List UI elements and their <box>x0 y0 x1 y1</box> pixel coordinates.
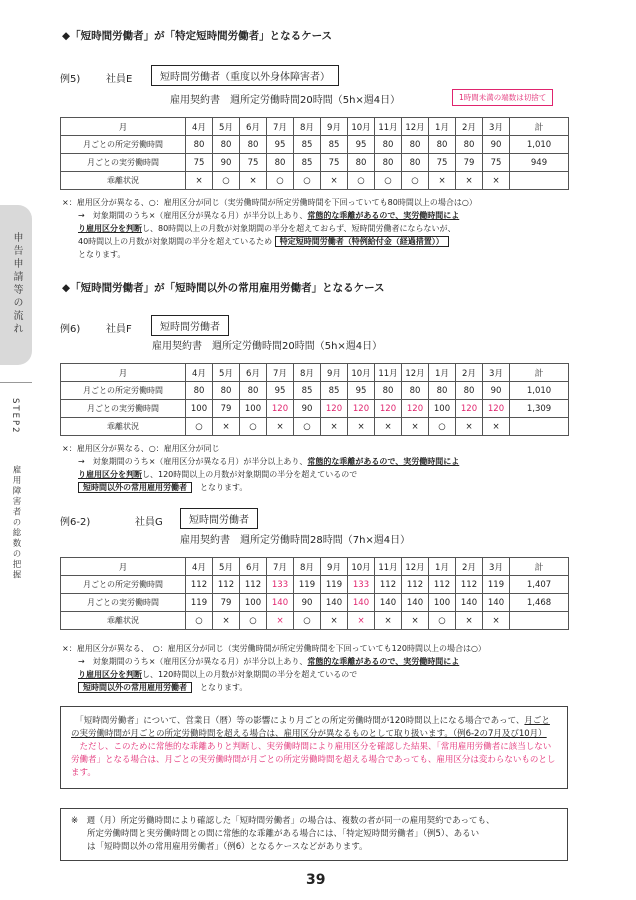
table-header-cell: 12月 <box>402 118 429 136</box>
table-cell: 90 <box>483 136 510 154</box>
table-cell: 112 <box>402 576 429 594</box>
table-header-cell: 9月 <box>321 558 348 576</box>
note-emphasis: り雇用区分を判断 <box>78 224 142 233</box>
table-cell: 119 <box>483 576 510 594</box>
note-text: し、120時間以上の月数が対象期間の半分を超えているので <box>142 670 358 679</box>
info-emphasis: 月ごとの実労働時間が月ごとの所定労働時間を超える場合は、雇用区分が異なるものとして取り扱います。（例6-2の7月及び10月） <box>71 716 550 739</box>
table-row <box>61 172 569 190</box>
note-emphasis: り雇用区分を判断 <box>78 670 142 679</box>
table-cell: 80 <box>267 154 294 172</box>
table-cell: 95 <box>348 382 375 400</box>
table-cell <box>510 172 569 190</box>
table-header-cell: 6月 <box>240 558 267 576</box>
table-cell: × <box>402 612 429 630</box>
example6-category-box: 短時間労働者 <box>151 315 229 336</box>
table-cell: × <box>456 612 483 630</box>
table-header-cell: 月 <box>61 364 186 382</box>
table-cell: 75 <box>429 154 456 172</box>
table-cell: ○ <box>429 612 456 630</box>
table-header-cell: 計 <box>510 558 569 576</box>
example5-label: 例5) <box>60 74 81 85</box>
table-cell: 90 <box>294 594 321 612</box>
table-cell: 85 <box>294 136 321 154</box>
note-line <box>62 455 459 468</box>
table-row <box>61 136 569 154</box>
table-cell: × <box>213 418 240 436</box>
table-cell: 80 <box>375 382 402 400</box>
info-box <box>60 706 568 789</box>
table-cell: × <box>456 172 483 190</box>
note-line: ×：雇用区分が異なる、○：雇用区分が同じ（実労働時間が所定労働時間を下回っていても80時間以上の場合は○） <box>62 198 477 207</box>
table-header-cell: 11月 <box>375 118 402 136</box>
note-emphasis: 常態的な乖離があるので、実労働時間によ <box>307 657 460 666</box>
table-cell: × <box>375 418 402 436</box>
table-header-cell: 5月 <box>213 118 240 136</box>
example5-notes <box>62 196 477 261</box>
table-cell: ○ <box>240 418 267 436</box>
table-row <box>61 576 569 594</box>
table-cell-highlight: 133 <box>267 576 294 594</box>
table-cell: 80 <box>348 154 375 172</box>
table-cell: 1,010 <box>510 382 569 400</box>
table-cell: × <box>213 612 240 630</box>
note-text: となります。 <box>200 483 248 492</box>
table-cell: 85 <box>321 136 348 154</box>
employee-e-label: 社員E <box>106 74 133 85</box>
note-line <box>62 222 477 235</box>
table-cell: × <box>483 612 510 630</box>
table-cell: 140 <box>456 594 483 612</box>
table-cell: ○ <box>402 172 429 190</box>
table-cell: 79 <box>213 594 240 612</box>
table-cell: 949 <box>510 154 569 172</box>
row-label: 月ごとの実労働時間 <box>61 154 186 172</box>
note-line <box>62 235 477 248</box>
example5-table <box>60 117 569 190</box>
sidebar-sub-label: 雇用障害者の総数の把握 <box>11 465 21 581</box>
table-cell: ○ <box>294 172 321 190</box>
table-cell: × <box>456 418 483 436</box>
note-text: となります。 <box>200 683 248 692</box>
table-cell: 95 <box>267 136 294 154</box>
table-cell: 119 <box>294 576 321 594</box>
table-cell: × <box>348 418 375 436</box>
table-cell: 100 <box>186 400 213 418</box>
table-cell: 95 <box>267 382 294 400</box>
table-cell: × <box>483 172 510 190</box>
table-cell-highlight: 120 <box>483 400 510 418</box>
table-cell <box>510 418 569 436</box>
table-cell-highlight: 120 <box>348 400 375 418</box>
table-header-cell: 1月 <box>429 558 456 576</box>
table-cell: 80 <box>240 382 267 400</box>
table-cell: × <box>402 418 429 436</box>
table-cell: 80 <box>375 154 402 172</box>
table-header-cell: 1月 <box>429 118 456 136</box>
table-cell: 112 <box>456 576 483 594</box>
footnote-line <box>71 815 557 828</box>
table-cell: 80 <box>456 382 483 400</box>
table-header-cell: 8月 <box>294 558 321 576</box>
table-cell: 90 <box>213 154 240 172</box>
table-header-cell: 月 <box>61 558 186 576</box>
footnote-text: は「短時間以外の常用雇用労働者」（例6）となるケースなどがあります。 <box>87 842 368 852</box>
table-cell: ○ <box>294 612 321 630</box>
table-cell-highlight: 120 <box>402 400 429 418</box>
table-header-row <box>61 558 569 576</box>
table-header-cell: 2月 <box>456 118 483 136</box>
table-header-cell: 3月 <box>483 118 510 136</box>
table-cell: 100 <box>429 594 456 612</box>
row-label: 月ごとの実労働時間 <box>61 400 186 418</box>
table-header-cell: 9月 <box>321 118 348 136</box>
result-box: 特定短時間労働者（特例給付金（経過措置）） <box>275 236 449 247</box>
table-cell: 140 <box>321 594 348 612</box>
row-label: 月ごとの所定労働時間 <box>61 382 186 400</box>
table-cell: 112 <box>375 576 402 594</box>
note-line: となります。 <box>78 250 126 259</box>
table-cell: 80 <box>186 136 213 154</box>
table-cell: 80 <box>402 382 429 400</box>
note-line: ×：雇用区分が異なる、○：雇用区分が同じ <box>62 444 220 453</box>
rounding-note-box: 1時間未満の端数は切捨て <box>452 89 553 106</box>
table-cell: × <box>321 418 348 436</box>
row-label: 月ごとの所定労働時間 <box>61 576 186 594</box>
table-header-cell: 計 <box>510 364 569 382</box>
row-label: 乖離状況 <box>61 172 186 190</box>
table-cell-highlight: 120 <box>321 400 348 418</box>
table-header-cell: 6月 <box>240 118 267 136</box>
table-cell: ○ <box>429 418 456 436</box>
row-label: 乖離状況 <box>61 612 186 630</box>
table-row <box>61 612 569 630</box>
row-label: 月ごとの実労働時間 <box>61 594 186 612</box>
table-cell: × <box>483 418 510 436</box>
footnote-line <box>71 841 557 854</box>
table-cell: × <box>267 418 294 436</box>
example5-contract: 雇用契約書 週所定労働時間20時間（5h×週4日） <box>170 95 401 106</box>
row-label: 月ごとの所定労働時間 <box>61 136 186 154</box>
info-text: ただし、このために常態的な乖離ありと判断し、実労働時間により雇用区分を確認した結果、「常用雇用労働者に該当しない労働者」となる場合は、月ごとの実労働時間が月ごとの所定労働時間を超える場合であっても、雇用区分は変わらないものとします。 <box>71 742 556 778</box>
table-cell: ○ <box>375 172 402 190</box>
table-cell: 119 <box>186 594 213 612</box>
table-cell: 80 <box>213 382 240 400</box>
table-cell: 119 <box>321 576 348 594</box>
table-cell: 80 <box>186 382 213 400</box>
table-row <box>61 400 569 418</box>
table-cell: 75 <box>186 154 213 172</box>
table-row <box>61 418 569 436</box>
table-cell: 80 <box>375 136 402 154</box>
table-cell: 90 <box>294 400 321 418</box>
table-row <box>61 594 569 612</box>
note-emphasis: り雇用区分を判断 <box>78 470 142 479</box>
result-box: 短時間以外の常用雇用労働者 <box>78 682 192 693</box>
note-text: し、120時間以上の月数が対象期間の半分を超えているので <box>142 470 358 479</box>
table-cell-highlight: 133 <box>348 576 375 594</box>
table-header-cell: 10月 <box>348 118 375 136</box>
sidebar-step-label: STEP2 <box>10 398 20 435</box>
table-header-cell: 11月 <box>375 558 402 576</box>
table-header-cell: 計 <box>510 118 569 136</box>
note-emphasis: 常態的な乖離があるので、実労働時間によ <box>307 457 460 466</box>
table-header-cell: 7月 <box>267 364 294 382</box>
footnote-line <box>71 828 557 841</box>
table-cell: ○ <box>267 172 294 190</box>
table-header-cell: 8月 <box>294 364 321 382</box>
table-cell-highlight: 120 <box>375 400 402 418</box>
table-cell-highlight: × <box>348 612 375 630</box>
note-line <box>62 681 486 694</box>
table-header-cell: 12月 <box>402 558 429 576</box>
example5-category-box: 短時間労働者（重度以外身体障害者） <box>151 65 339 86</box>
table-header-cell: 7月 <box>267 118 294 136</box>
table-cell-highlight: 140 <box>267 594 294 612</box>
table-header-cell: 12月 <box>402 364 429 382</box>
table-cell: 1,309 <box>510 400 569 418</box>
table-cell: ○ <box>240 612 267 630</box>
example6-2-contract: 雇用契約書 週所定労働時間28時間（7h×週4日） <box>180 535 411 546</box>
table-cell: × <box>375 612 402 630</box>
table-cell: ○ <box>348 172 375 190</box>
example6-table <box>60 363 569 436</box>
note-line <box>62 468 459 481</box>
table-cell: 1,010 <box>510 136 569 154</box>
table-cell: 112 <box>429 576 456 594</box>
footnote-text: 週（月）所定労働時間により確認した「短時間労働者」の場合は、複数の者が同一の雇用契約であっても、 <box>86 816 495 826</box>
table-header-cell: 2月 <box>456 558 483 576</box>
table-header-cell: 7月 <box>267 558 294 576</box>
table-header-cell: 10月 <box>348 364 375 382</box>
table-cell: ○ <box>186 612 213 630</box>
table-cell: 1,468 <box>510 594 569 612</box>
table-cell: 80 <box>456 136 483 154</box>
table-cell: × <box>321 172 348 190</box>
note-text: → 対象期間のうち×（雇用区分が異なる月）が半分以上あり、 <box>78 657 308 666</box>
example6-notes <box>62 442 459 494</box>
table-header-cell: 月 <box>61 118 186 136</box>
table-cell: 1,407 <box>510 576 569 594</box>
table-header-cell: 8月 <box>294 118 321 136</box>
note-text: し、80時間以上の月数が対象期間の半分を超えておらず、短時間労働者にならないが、 <box>142 224 456 233</box>
example6-label: 例6) <box>60 324 81 335</box>
table-cell <box>510 612 569 630</box>
result-box: 短時間以外の常用雇用労働者 <box>78 482 192 493</box>
info-text: 「短時間労働者」について、営業日（暦）等の影響により月ごとの所定労働時間が120時間以上になる場合であって、 <box>79 716 525 726</box>
table-cell: 95 <box>348 136 375 154</box>
row-label: 乖離状況 <box>61 418 186 436</box>
example6-2-notes <box>62 642 486 694</box>
table-cell: ○ <box>294 418 321 436</box>
example6-contract: 雇用契約書 週所定労働時間20時間（5h×週4日） <box>152 341 383 352</box>
table-row <box>61 382 569 400</box>
table-cell: 75 <box>240 154 267 172</box>
section1-heading: ◆「短時間労働者」が「特定短時間労働者」となるケース <box>62 30 333 42</box>
table-cell-highlight: 140 <box>348 594 375 612</box>
info-paragraph-pink <box>71 741 557 780</box>
table-header-cell: 10月 <box>348 558 375 576</box>
example6-2-category-box: 短時間労働者 <box>180 508 258 529</box>
table-cell: 80 <box>429 136 456 154</box>
note-line <box>62 655 486 668</box>
note-text: 40時間以上の月数が対象期間の半分を超えているため <box>78 237 273 246</box>
table-cell: 79 <box>213 400 240 418</box>
table-cell: ○ <box>186 418 213 436</box>
table-cell: × <box>186 172 213 190</box>
footnote-box <box>60 808 568 861</box>
footnote-mark: ※ <box>71 816 79 826</box>
table-header-cell: 4月 <box>186 364 213 382</box>
table-header-row <box>61 364 569 382</box>
note-line <box>62 209 477 222</box>
table-cell: 85 <box>321 382 348 400</box>
info-paragraph <box>71 715 557 741</box>
table-cell: 140 <box>402 594 429 612</box>
footnote-text: 所定労働時間と実労働時間との間に常態的な乖離がある場合には、「特定短時間労働者」（例5）、あるい <box>87 829 480 839</box>
table-cell: 90 <box>483 382 510 400</box>
table-cell: 85 <box>294 382 321 400</box>
table-header-cell: 3月 <box>483 558 510 576</box>
table-header-cell: 5月 <box>213 558 240 576</box>
table-cell: 140 <box>375 594 402 612</box>
note-emphasis: 常態的な乖離があるので、実労働時間によ <box>307 211 460 220</box>
sidebar-divider <box>0 382 32 383</box>
employee-f-label: 社員F <box>106 324 132 335</box>
table-header-cell: 5月 <box>213 364 240 382</box>
section2-heading: ◆「短時間労働者」が「短時間以外の常用雇用労働者」となるケース <box>62 282 385 294</box>
table-cell: 75 <box>321 154 348 172</box>
table-cell: 80 <box>240 136 267 154</box>
note-text: → 対象期間のうち×（雇用区分が異なる月）が半分以上あり、 <box>78 211 308 220</box>
table-cell: 80 <box>429 382 456 400</box>
table-cell: 140 <box>483 594 510 612</box>
example6-2-label: 例6-2) <box>60 517 91 528</box>
table-cell: 79 <box>456 154 483 172</box>
table-header-cell: 6月 <box>240 364 267 382</box>
table-cell: ○ <box>213 172 240 190</box>
table-cell: 100 <box>429 400 456 418</box>
page-number: 39 <box>306 872 326 888</box>
table-cell: 80 <box>213 136 240 154</box>
sidebar-tab-label: 申告申請等の流れ <box>11 232 22 336</box>
note-line: ×：雇用区分が異なる、 ○：雇用区分が同じ（実労働時間が所定労働時間を下回っていても120時間以上の場合は○） <box>62 644 486 653</box>
table-header-row <box>61 118 569 136</box>
note-line <box>62 481 459 494</box>
table-cell: 80 <box>402 136 429 154</box>
table-header-cell: 2月 <box>456 364 483 382</box>
table-cell: × <box>321 612 348 630</box>
table-header-cell: 3月 <box>483 364 510 382</box>
table-cell: 112 <box>186 576 213 594</box>
table-cell: 100 <box>240 594 267 612</box>
table-cell-highlight: 120 <box>456 400 483 418</box>
table-cell: 112 <box>213 576 240 594</box>
table-header-cell: 4月 <box>186 118 213 136</box>
note-text: → 対象期間のうち×（雇用区分が異なる月）が半分以上あり、 <box>78 457 308 466</box>
table-header-cell: 9月 <box>321 364 348 382</box>
table-row <box>61 154 569 172</box>
employee-g-label: 社員G <box>135 517 163 528</box>
table-header-cell: 4月 <box>186 558 213 576</box>
table-header-cell: 11月 <box>375 364 402 382</box>
table-cell-highlight: 120 <box>267 400 294 418</box>
table-cell: 80 <box>402 154 429 172</box>
table-cell: 75 <box>483 154 510 172</box>
table-cell-highlight: × <box>267 612 294 630</box>
table-cell: 100 <box>240 400 267 418</box>
table-cell: 85 <box>294 154 321 172</box>
table-header-cell: 1月 <box>429 364 456 382</box>
table-cell: × <box>240 172 267 190</box>
note-line <box>62 668 486 681</box>
example6-2-table <box>60 557 569 630</box>
table-cell: × <box>429 172 456 190</box>
table-cell: 112 <box>240 576 267 594</box>
